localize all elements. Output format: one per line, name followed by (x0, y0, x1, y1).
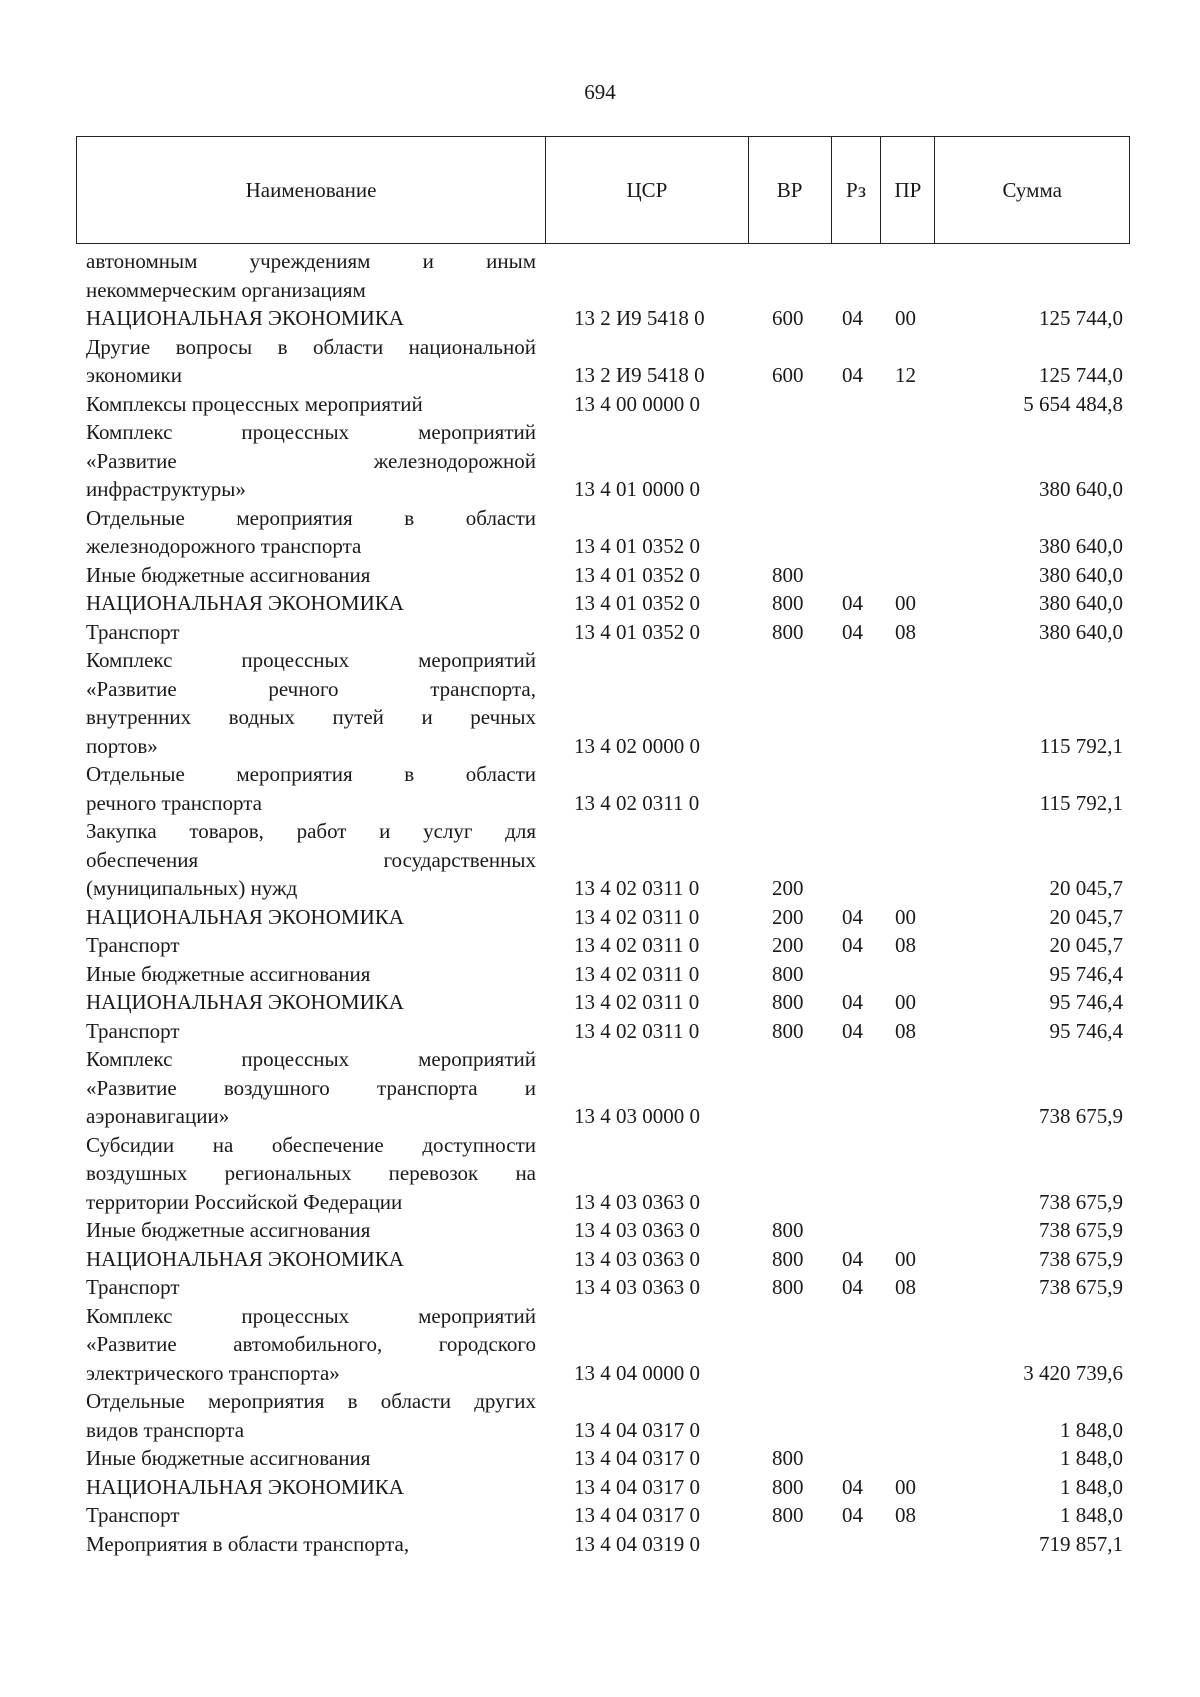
table-row (0, 1216, 1200, 1245)
row-sum: 380 640,0 (1039, 477, 1123, 501)
row-name-line: внутренних водных путей и речных (86, 705, 536, 729)
page-number: 694 (584, 80, 616, 104)
row-name (86, 1501, 536, 1530)
row-pr: 00 (895, 904, 916, 929)
row-name-line: экономики (86, 363, 182, 387)
row-vr: 800 (772, 619, 804, 644)
row-name-line: Закупка товаров, работ и услуг для (86, 819, 536, 843)
row-name-line: НАЦИОНАЛЬНАЯ ЭКОНОМИКА (86, 591, 404, 615)
row-pr: 08 (895, 1018, 916, 1043)
row-name (86, 304, 536, 333)
row-sum: 95 746,4 (1049, 961, 1123, 986)
row-name (86, 903, 536, 932)
row-name (86, 561, 536, 590)
row-sum: 380 640,0 (1039, 591, 1123, 615)
row-csr: 13 4 04 0317 0 (574, 1503, 700, 1527)
row-vr: 800 (772, 1246, 804, 1271)
row-name (86, 760, 536, 817)
table-row (0, 1387, 1200, 1444)
header-csr: ЦСР (546, 137, 749, 243)
row-name (86, 504, 536, 561)
table-row (0, 1530, 1200, 1559)
row-rz: 04 (842, 1018, 863, 1043)
row-name-line: воздушных региональных перевозок на (86, 1161, 536, 1185)
row-name-line: Комплекс процессных мероприятий (86, 1303, 536, 1328)
row-name-line: портов» (86, 733, 158, 758)
table-row (0, 1302, 1200, 1388)
row-sum: 738 675,9 (1039, 1189, 1123, 1214)
row-name-line: Комплекс процессных мероприятий (86, 420, 536, 444)
row-sum: 3 420 739,6 (1023, 1360, 1123, 1385)
table-row (0, 931, 1200, 960)
row-rz: 04 (842, 990, 863, 1014)
header-rz: Рз (832, 137, 882, 243)
row-name-line: Транспорт (86, 933, 180, 957)
row-pr: 12 (895, 363, 916, 387)
row-name-line: Транспорт (86, 1275, 180, 1299)
table-row (0, 618, 1200, 647)
row-name-line: Иные бюджетные ассигнования (86, 1218, 371, 1242)
row-sum: 738 675,9 (1039, 1246, 1123, 1271)
row-name-line: инфраструктуры» (86, 477, 246, 501)
row-vr: 800 (772, 1503, 804, 1527)
row-name-line: НАЦИОНАЛЬНАЯ ЭКОНОМИКА (86, 1246, 404, 1271)
row-csr: 13 4 02 0311 0 (574, 904, 700, 929)
row-csr: 13 4 02 0311 0 (574, 790, 700, 815)
header-pr: ПР (881, 137, 935, 243)
row-name-line: территории Российской Федерации (86, 1189, 403, 1214)
row-sum: 719 857,1 (1039, 1531, 1123, 1556)
row-name (86, 1216, 536, 1245)
row-csr: 13 4 01 0000 0 (574, 477, 700, 501)
row-name-line: обеспечения государственных (86, 847, 536, 872)
row-name (86, 1245, 536, 1274)
row-vr: 800 (772, 961, 804, 986)
row-sum: 380 640,0 (1039, 619, 1123, 644)
row-name (86, 1473, 536, 1502)
row-name (86, 418, 536, 504)
row-name (86, 618, 536, 647)
row-vr: 800 (772, 1474, 804, 1499)
row-name-line: Другие вопросы в области национальной (86, 334, 536, 359)
row-name-line: электрического транспорта» (86, 1360, 340, 1385)
row-sum: 115 792,1 (1039, 733, 1123, 758)
row-csr: 13 4 02 0311 0 (574, 876, 700, 900)
row-name (86, 1444, 536, 1473)
row-csr: 13 4 02 0000 0 (574, 733, 700, 758)
row-csr: 13 2 И9 5418 0 (574, 363, 705, 387)
row-sum: 20 045,7 (1049, 933, 1123, 957)
row-sum: 115 792,1 (1039, 790, 1123, 815)
row-csr: 13 4 00 0000 0 (574, 391, 700, 416)
row-name-line: «Развитие речного транспорта, (86, 676, 536, 701)
row-sum: 5 654 484,8 (1023, 391, 1123, 416)
row-sum: 738 675,9 (1039, 1104, 1123, 1128)
row-sum: 95 746,4 (1049, 1018, 1123, 1043)
row-name-line: видов транспорта (86, 1417, 245, 1442)
header-vr: ВР (749, 137, 832, 243)
row-name (86, 1273, 536, 1302)
row-csr: 13 4 03 0000 0 (574, 1104, 700, 1128)
row-name-line: «Развитие железнодорожной (86, 448, 536, 473)
row-name (86, 960, 536, 989)
row-vr: 800 (772, 591, 804, 615)
row-rz: 04 (842, 1474, 863, 1499)
row-sum: 1 848,0 (1060, 1503, 1123, 1527)
row-name-line: железнодорожного транспорта (86, 534, 362, 558)
row-pr: 08 (895, 933, 916, 957)
row-name (86, 988, 536, 1017)
row-csr: 13 4 04 0317 0 (574, 1446, 700, 1470)
table-row (0, 390, 1200, 419)
row-name-line: Транспорт (86, 619, 180, 644)
table-header (76, 136, 1130, 244)
table-row (0, 561, 1200, 590)
row-rz: 04 (842, 1503, 863, 1527)
table-row (0, 247, 1200, 304)
row-pr: 00 (895, 1246, 916, 1271)
header-sum: Сумма (1002, 177, 1062, 202)
row-name (86, 1045, 536, 1131)
row-sum: 738 675,9 (1039, 1275, 1123, 1299)
row-rz: 04 (842, 1246, 863, 1271)
row-pr: 08 (895, 1503, 916, 1527)
row-name-line: Комплекс процессных мероприятий (86, 1047, 536, 1071)
row-sum: 380 640,0 (1039, 562, 1123, 587)
row-rz: 04 (842, 1275, 863, 1299)
row-name (86, 1387, 536, 1444)
row-csr: 13 4 03 0363 0 (574, 1275, 700, 1299)
row-rz: 04 (842, 591, 863, 615)
row-csr: 13 4 04 0000 0 (574, 1360, 700, 1385)
row-vr: 600 (772, 363, 804, 387)
row-pr: 00 (895, 306, 916, 330)
row-vr: 600 (772, 306, 804, 330)
row-rz: 04 (842, 306, 863, 330)
row-name-line: Иные бюджетные ассигнования (86, 1446, 371, 1470)
row-csr: 13 4 03 0363 0 (574, 1189, 700, 1214)
table-row (0, 903, 1200, 932)
row-name-line: Отдельные мероприятия в области (86, 762, 536, 786)
row-csr: 13 4 02 0311 0 (574, 1018, 700, 1043)
table-row (0, 817, 1200, 903)
row-name (86, 1302, 536, 1388)
row-name (86, 333, 536, 390)
row-sum: 1 848,0 (1060, 1474, 1123, 1499)
row-pr: 00 (895, 591, 916, 615)
row-name (86, 589, 536, 618)
row-name-line: некоммерческим организациям (86, 277, 366, 302)
row-name-line: Иные бюджетные ассигнования (86, 961, 371, 986)
row-sum: 125 744,0 (1039, 363, 1123, 387)
row-csr: 13 4 01 0352 0 (574, 534, 700, 558)
row-name (86, 817, 536, 903)
row-name-line: Иные бюджетные ассигнования (86, 562, 371, 587)
row-csr: 13 4 01 0352 0 (574, 562, 700, 587)
row-vr: 200 (772, 876, 804, 900)
row-name-line: НАЦИОНАЛЬНАЯ ЭКОНОМИКА (86, 990, 404, 1014)
row-name-line: НАЦИОНАЛЬНАЯ ЭКОНОМИКА (86, 904, 404, 929)
table-body (0, 247, 1200, 1558)
table-row (0, 589, 1200, 618)
row-sum: 20 045,7 (1049, 904, 1123, 929)
row-vr: 800 (772, 1446, 804, 1470)
row-csr: 13 4 03 0363 0 (574, 1246, 700, 1271)
row-vr: 800 (772, 990, 804, 1014)
row-vr: 200 (772, 933, 804, 957)
row-pr: 00 (895, 1474, 916, 1499)
table-row (0, 1473, 1200, 1502)
row-sum: 125 744,0 (1039, 306, 1123, 330)
row-name-line: аэронавигации» (86, 1104, 230, 1128)
row-name-line: Мероприятия в области транспорта, (86, 1531, 410, 1556)
row-sum: 380 640,0 (1039, 534, 1123, 558)
row-csr: 13 4 04 0317 0 (574, 1417, 700, 1442)
row-sum: 1 848,0 (1060, 1446, 1123, 1470)
table-row (0, 960, 1200, 989)
row-name (86, 1017, 536, 1046)
table-row (0, 418, 1200, 504)
row-sum: 1 848,0 (1060, 1417, 1123, 1442)
table-row (0, 988, 1200, 1017)
row-name (86, 247, 536, 304)
row-pr: 00 (895, 990, 916, 1014)
row-name-line: «Развитие воздушного транспорта и (86, 1075, 536, 1100)
table-row (0, 1273, 1200, 1302)
row-vr: 800 (772, 562, 804, 587)
table-row (0, 304, 1200, 333)
row-pr: 08 (895, 1275, 916, 1299)
row-csr: 13 4 01 0352 0 (574, 619, 700, 644)
row-vr: 800 (772, 1018, 804, 1043)
row-csr: 13 4 02 0311 0 (574, 933, 700, 957)
row-name-line: автономным учреждениям и иным (86, 249, 536, 273)
row-csr: 13 2 И9 5418 0 (574, 306, 705, 330)
row-rz: 04 (842, 933, 863, 957)
row-name-line: Отдельные мероприятия в области (86, 505, 536, 530)
row-name-line: Комплекс процессных мероприятий (86, 648, 536, 672)
row-sum: 738 675,9 (1039, 1218, 1123, 1242)
row-name-line: Субсидии на обеспечение доступности (86, 1132, 536, 1157)
row-sum: 95 746,4 (1049, 990, 1123, 1014)
row-rz: 04 (842, 363, 863, 387)
table-row (0, 1017, 1200, 1046)
row-rz: 04 (842, 619, 863, 644)
row-sum: 20 045,7 (1049, 876, 1123, 900)
row-name-line: Отдельные мероприятия в области других (86, 1389, 536, 1413)
table-row (0, 1245, 1200, 1274)
row-name-line: Транспорт (86, 1503, 180, 1527)
row-name (86, 931, 536, 960)
row-name-line: Комплексы процессных мероприятий (86, 391, 423, 416)
header-name: Наименование (77, 137, 546, 243)
row-name-line: (муниципальных) нужд (86, 876, 298, 900)
table-row (0, 504, 1200, 561)
row-csr: 13 4 04 0319 0 (574, 1531, 700, 1556)
row-name (86, 1131, 536, 1217)
row-name-line: НАЦИОНАЛЬНАЯ ЭКОНОМИКА (86, 306, 404, 330)
row-name (86, 390, 536, 419)
table-row (0, 646, 1200, 760)
table-row (0, 1131, 1200, 1217)
row-name (86, 646, 536, 760)
row-vr: 800 (772, 1275, 804, 1299)
row-name-line: «Развитие автомобильного, городского (86, 1332, 536, 1356)
row-name (86, 1530, 536, 1559)
row-csr: 13 4 02 0311 0 (574, 990, 700, 1014)
table-row (0, 760, 1200, 817)
row-pr: 08 (895, 619, 916, 644)
row-csr: 13 4 04 0317 0 (574, 1474, 700, 1499)
row-vr: 800 (772, 1218, 804, 1242)
row-name-line: речного транспорта (86, 790, 262, 815)
row-csr: 13 4 03 0363 0 (574, 1218, 700, 1242)
row-name-line: НАЦИОНАЛЬНАЯ ЭКОНОМИКА (86, 1474, 404, 1499)
table-row (0, 1045, 1200, 1131)
row-csr: 13 4 01 0352 0 (574, 591, 700, 615)
row-name-line: Транспорт (86, 1018, 180, 1043)
row-csr: 13 4 02 0311 0 (574, 961, 700, 986)
row-rz: 04 (842, 904, 863, 929)
table-row (0, 1501, 1200, 1530)
table-row (0, 1444, 1200, 1473)
row-vr: 200 (772, 904, 804, 929)
table-row (0, 333, 1200, 390)
